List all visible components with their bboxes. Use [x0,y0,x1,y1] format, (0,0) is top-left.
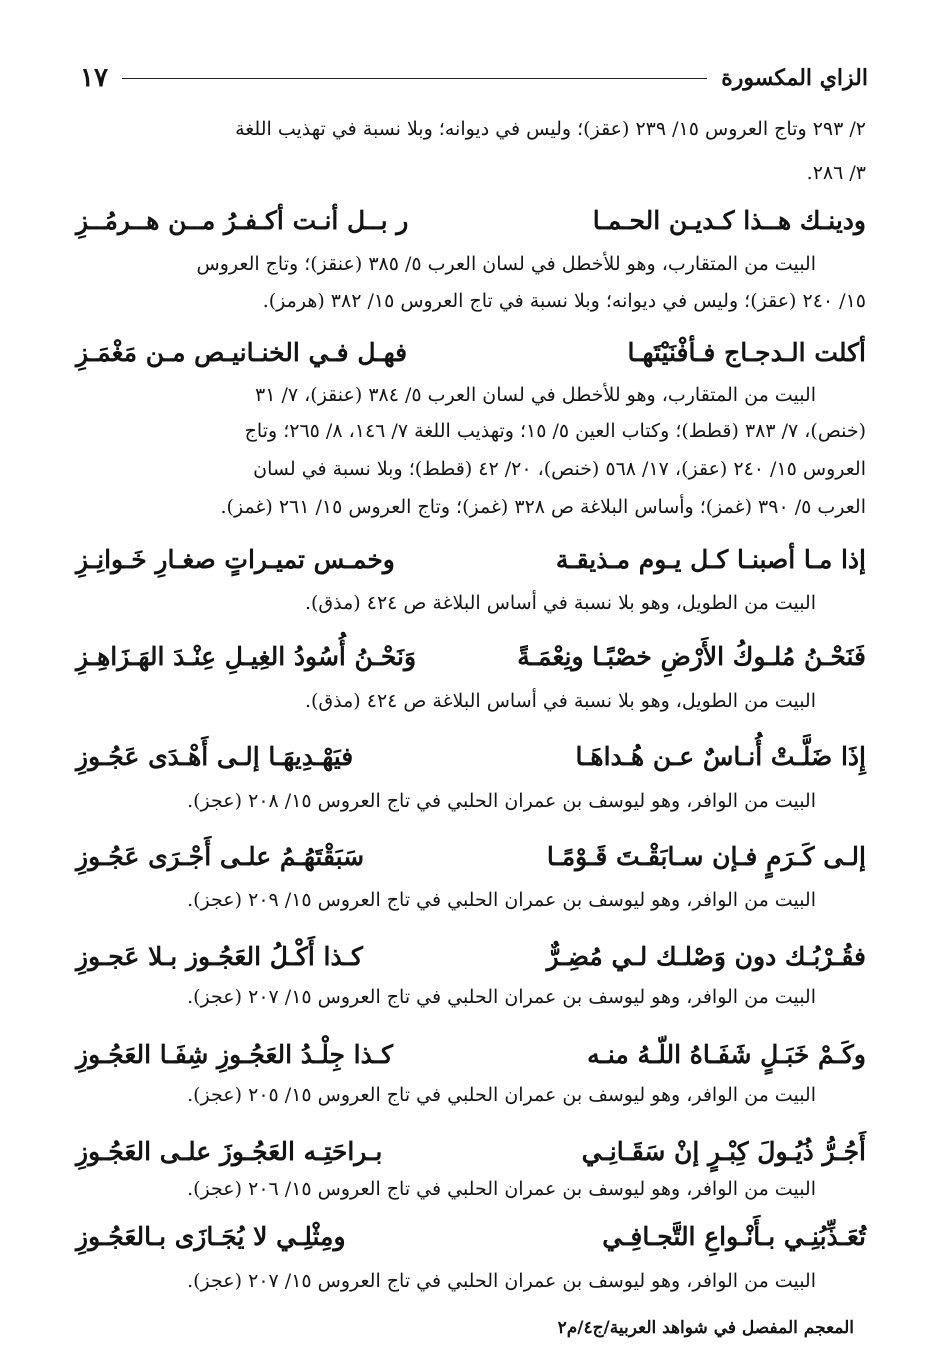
second-hemistich: كـذا أَكْـلُ العَجُـوز بـلا عَجـوزِ [76,942,363,971]
verse-note-line: البيت من المتقارب، وهو للأخطل في لسان العرب ٥/ ٣٨٤ (عنقز)، ٧/ ٣١ [255,384,816,406]
verse-note-line: البيت من الوافر، وهو ليوسف بن عمران الحلبي في تاج العروس ١٥/ ٢٠٧ (عجز). [187,986,816,1008]
verse-note-line: البيت من الطويل، وهو بلا نسبة في أساس البلاغة ص ٤٢٤ (مذق). [304,592,816,614]
verse-line [76,206,866,242]
verse-line [76,1222,866,1258]
page-header [80,58,868,98]
verse-line [76,642,866,678]
intro-line: ٢/ ٢٩٣ وتاج العروس ١٥/ ٢٣٩ (عقز)؛ وليس في ديوانه؛ وبلا نسبة في تهذيب اللغة [235,118,866,140]
verse-line [76,1040,866,1076]
second-hemistich: كـذا جِلْـدُ العَجُـوزِ شِفَـا العَجُـوزِ [76,1040,393,1069]
verse-note-line: (خنص)، ٧/ ٣٨٣ (قطط)؛ وكتاب العين ٥/ ١٥؛ وتهذيب اللغة ٧/ ١٤٦، ٨/ ٢٦٥؛ وتاج [244,420,866,442]
verse-note-line: البيت من الوافر، وهو ليوسف بن عمران الحلبي في تاج العروس ١٥/ ٢٠٦ (عجز). [187,1178,816,1200]
second-hemistich: وخمـس تميـراتٍ صغـارِ خَـوانِـزِ [76,545,395,574]
first-hemistich: ودينـك هــذا كـديـن الحـمـا [592,206,866,235]
book-footer: المعجم المفصل في شواهد العربية/ج٤/م٢ [557,1318,854,1338]
first-hemistich: فَنَحْـنُ مُلـوكُ الأَرْضِ خصْبًـا ونِعْمَـةً [517,642,866,671]
chapter-title: الزاي المكسورة [721,65,868,91]
verse-line [76,742,866,778]
verse-line [76,1137,866,1173]
verse-note-line: البيت من الوافر، وهو ليوسف بن عمران الحلبي في تاج العروس ١٥/ ٢٠٧ (عجز). [187,1270,816,1292]
second-hemistich: ومِثْلِـي لا يُجَـازَى بـالعَجُـوزِ [76,1222,346,1251]
second-hemistich: فهـل فـي الخنـانيـص مـن مَغْمَـزِ [76,338,408,367]
verse-note-line: البيت من الوافر، وهو ليوسف بن عمران الحلبي في تاج العروس ١٥/ ٢٠٥ (عجز). [187,1084,816,1106]
second-hemistich: فيَهْـدِيهَـا إلـى أَهْـدَى عَجُـوزِ [76,742,354,771]
verse-note-line: البيت من الطويل، وهو بلا نسبة في أساس البلاغة ص ٤٢٤ (مذق). [304,690,816,712]
verse-note-line: البيت من الوافر، وهو ليوسف بن عمران الحلبي في تاج العروس ١٥/ ٢٠٨ (عجز). [187,790,816,812]
first-hemistich: أكلت الـدجـاج فـأفْنَيْتَهـا [627,338,866,367]
verse-note-line: ١٥/ ٢٤٠ (عقز)؛ وليس في ديوانه؛ وبلا نسبة في تاج العروس ١٥/ ٣٨٢ (هرمز). [262,290,866,312]
verse-note-line: البيت من الوافر، وهو ليوسف بن عمران الحلبي في تاج العروس ١٥/ ٢٠٩ (عجز). [187,889,816,911]
verse-line [76,338,866,374]
second-hemistich: ر بــل أنـت أكـفـرُ مــن هــرمُــزِ [76,206,409,235]
first-hemistich: إذا مـا أصبنـا كـل يـوم مـذيقـة [555,545,866,574]
first-hemistich: إِذَا ضَلَّـتْ أُنـاسٌ عـن هُـداهَـا [575,742,866,771]
first-hemistich: أَجُـرُّ ذُيُـولَ كِبْـرٍ إنْ سَقَـانِـي [581,1137,866,1166]
page-number: ١٧ [80,63,108,93]
first-hemistich: وكَـمْ خَبَـلٍ شَفَـاهُ اللّـهُ منـه [587,1040,866,1069]
verse-line [76,942,866,978]
verse-note-line: العرب ٥/ ٣٩٠ (غمز)؛ وأساس البلاغة ص ٣٢٨ (غمز)؛ وتاج العروس ١٥/ ٢٦١ (غمز). [220,496,866,518]
first-hemistich: إلـى كَـرَمٍ فـإن سـابَقْـتَ قَـوْمًـا [546,842,866,871]
first-hemistich: فقُـرْبُـك دون وَصْلـك لـي مُضِـرٌّ [546,942,866,971]
second-hemistich: وَنَحْـنُ أُسُودُ الغِيـلِ عِنْـدَ الهَـزَاهِـزِ [76,642,417,671]
verse-note-line: البيت من المتقارب، وهو للأخطل في لسان العرب ٥/ ٣٨٥ (عنقز)؛ وتاج العروس [196,253,816,275]
verse-line [76,842,866,878]
header-rule [122,78,707,79]
first-hemistich: تُعَـذِّبُنِـي بـأَنْـواعِ التَّجـافِـي [602,1222,866,1251]
intro-line: ٣/ ٢٨٦. [806,162,866,184]
verse-line [76,545,866,581]
verse-note-line: العروس ١٥/ ٢٤٠ (عقز)، ١٧/ ٥٦٨ (خنص)، ٢٠/ ٤٢ (قطط)؛ وبلا نسبة في لسان [253,458,866,480]
second-hemistich: بـراحَتِـه العَجُـوزَ علـى العَجُـوزِ [76,1137,383,1166]
second-hemistich: سَبَقْتَهُـمُ علـى أَجْـرَى عَجُـوزِ [76,842,365,871]
